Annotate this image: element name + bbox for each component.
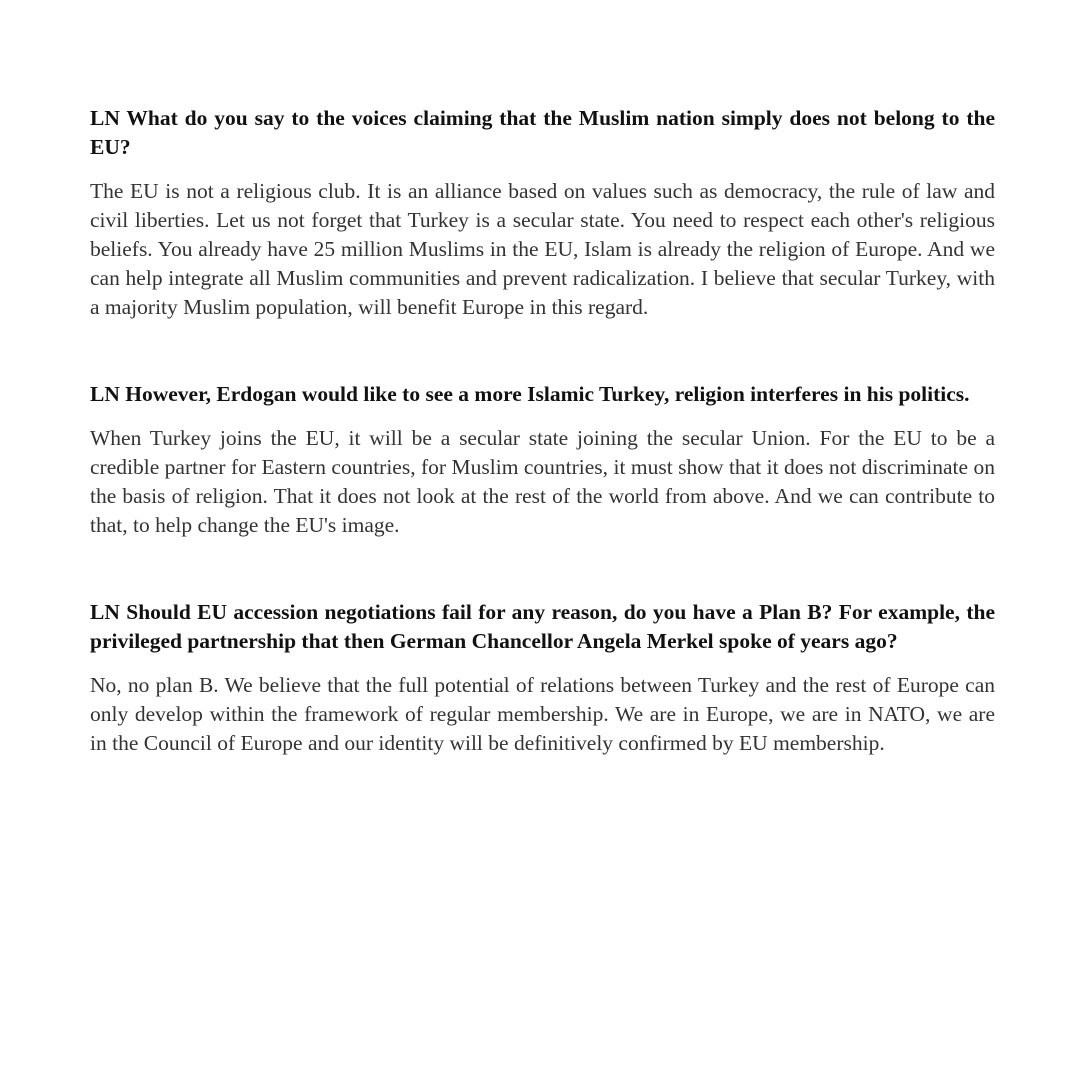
interview-section-2 bbox=[90, 380, 995, 540]
answer-text: When Turkey joins the EU, it will be a secular state joining the secular Union. For the EU to be a credible partner for Eastern countries, for Muslim countries, it must show that it does not discriminate on the basis of religion. That it does not look at the rest of the world from above. And we can contribute to that, to help change the EU's image. bbox=[90, 426, 995, 537]
answer-text: The EU is not a religious club. It is an alliance based on values such as democracy, the rule of law and civil liberties. Let us not forget that Turkey is a secular state. You need to respect each other's religious beliefs. You already have 25 million Muslims in the EU, Islam is already the religion of Europe. And we can help integrate all Muslim communities and prevent radicalization. I believe that secular Turkey, with a majority Muslim population, will benefit Europe in this regard. bbox=[90, 179, 995, 319]
document-page bbox=[90, 104, 995, 758]
question-text: LN However, Erdogan would like to see a more Islamic Turkey, religion interferes in his politics. bbox=[90, 382, 970, 406]
answer-text: No, no plan B. We believe that the full potential of relations between Turkey and the rest of Europe can only develop within the framework of regular membership. We are in Europe, we are in NATO, we are in the Council of Europe and our identity will be definitively confirmed by EU membership. bbox=[90, 673, 995, 755]
question-text: LN What do you say to the voices claiming that the Muslim nation simply does not belong to the EU? bbox=[90, 106, 995, 159]
interview-section-1 bbox=[90, 104, 995, 322]
interview-section-3 bbox=[90, 598, 995, 758]
question-text: LN Should EU accession negotiations fail for any reason, do you have a Plan B? For example, the privileged partnership that then German Chancellor Angela Merkel spoke of years ago? bbox=[90, 600, 995, 653]
